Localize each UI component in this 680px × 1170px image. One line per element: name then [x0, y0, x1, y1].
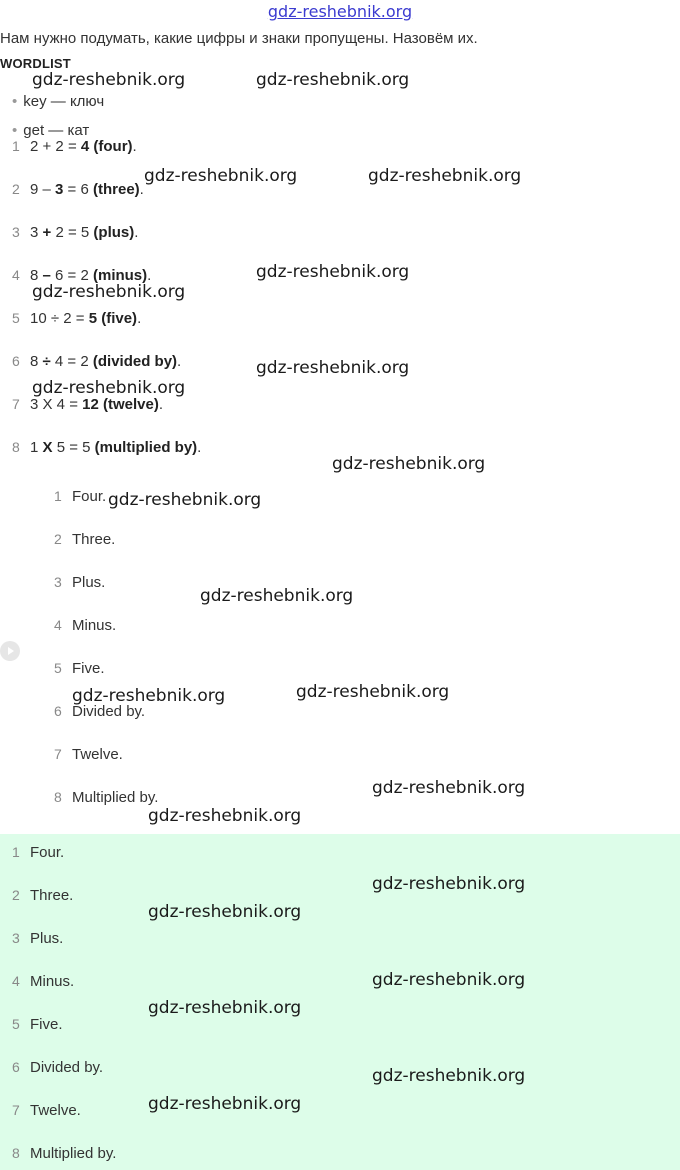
answer-number: 1 [54, 488, 62, 504]
answer-row: 2 Three. [54, 531, 116, 548]
panel-answer-number: 5 [12, 1016, 20, 1032]
equation-row: 2 9 – 3 = 6 (three). [12, 181, 144, 198]
answer-number: 2 [54, 531, 62, 547]
panel-answer-row: 8 Multiplied by. [12, 1145, 117, 1162]
equation-number: 2 [12, 181, 20, 197]
answer-row: 7 Twelve. [54, 746, 123, 763]
panel-answer-row: 6 Divided by. [12, 1059, 104, 1076]
site-header-link[interactable]: gdz-reshebnik.org [267, 2, 413, 21]
bullet-icon: • [12, 93, 18, 110]
wordlist-item: • key — ключ [12, 93, 105, 110]
watermark-text: gdz-reshebnik.org [148, 902, 302, 922]
panel-answer-row: 3 Plus. [12, 930, 64, 947]
watermark-text: gdz-reshebnik.org [332, 454, 486, 474]
intro-text: Нам нужно подумать, какие цифры и знаки пропущены. Назовём их. [0, 30, 478, 47]
watermark-text: gdz-reshebnik.org [108, 490, 262, 510]
panel-answer-row: 2 Three. [12, 887, 74, 904]
watermark-text: gdz-reshebnik.org [372, 874, 526, 894]
panel-answer-number: 3 [12, 930, 20, 946]
equation-number: 8 [12, 439, 20, 455]
watermark-text: gdz-reshebnik.org [148, 1094, 302, 1114]
panel-answer-number: 7 [12, 1102, 20, 1118]
watermark-text: gdz-reshebnik.org [372, 778, 526, 798]
panel-answer-row: 1 Four. [12, 844, 65, 861]
watermark-text: gdz-reshebnik.org [72, 686, 226, 706]
answer-number: 8 [54, 789, 62, 805]
panel-answer-row: 4 Minus. [12, 973, 75, 990]
watermark-text: gdz-reshebnik.org [368, 166, 522, 186]
watermark-text: gdz-reshebnik.org [144, 166, 298, 186]
watermark-text: gdz-reshebnik.org [32, 282, 186, 302]
wordlist-title: WORDLIST [0, 56, 71, 71]
answer-row: 1 Four. [54, 488, 107, 505]
watermark-text: gdz-reshebnik.org [296, 682, 450, 702]
equation-number: 4 [12, 267, 20, 283]
watermark-text: gdz-reshebnik.org [148, 998, 302, 1018]
answer-row: 4 Minus. [54, 617, 117, 634]
watermark-text: gdz-reshebnik.org [148, 806, 302, 826]
equation-row: 4 8 – 6 = 2 (minus). [12, 267, 152, 284]
equation-number: 7 [12, 396, 20, 412]
answer-number: 7 [54, 746, 62, 762]
panel-answer-number: 6 [12, 1059, 20, 1075]
watermark-text: gdz-reshebnik.org [32, 70, 186, 90]
answer-number: 6 [54, 703, 62, 719]
equation-number: 5 [12, 310, 20, 326]
equation-row: 1 2 + 2 = 4 (four). [12, 138, 137, 155]
answer-number: 4 [54, 617, 62, 633]
answer-row: 3 Plus. [54, 574, 106, 591]
watermark-text: gdz-reshebnik.org [200, 586, 354, 606]
answer-number: 3 [54, 574, 62, 590]
equation-row: 7 3 X 4 = 12 (twelve). [12, 396, 163, 413]
equation-number: 1 [12, 138, 20, 154]
answer-number: 5 [54, 660, 62, 676]
watermark-text: gdz-reshebnik.org [372, 1066, 526, 1086]
watermark-text: gdz-reshebnik.org [32, 378, 186, 398]
answer-panel [0, 834, 680, 1170]
panel-answer-number: 8 [12, 1145, 20, 1161]
panel-answer-number: 2 [12, 887, 20, 903]
answer-row: 8 Multiplied by. [54, 789, 159, 806]
panel-answer-number: 1 [12, 844, 20, 860]
watermark-text: gdz-reshebnik.org [256, 70, 410, 90]
play-icon[interactable] [0, 641, 20, 661]
panel-answer-row: 7 Twelve. [12, 1102, 81, 1119]
watermark-text: gdz-reshebnik.org [256, 262, 410, 282]
equation-row: 3 3 + 2 = 5 (plus). [12, 224, 139, 241]
bullet-icon: • [12, 122, 18, 139]
equation-number: 6 [12, 353, 20, 369]
equation-row: 5 10 ÷ 2 = 5 (five). [12, 310, 142, 327]
equation-number: 3 [12, 224, 20, 240]
answer-row: 6 Divided by. [54, 703, 146, 720]
equation-row: 6 8 ÷ 4 = 2 (divided by). [12, 353, 182, 370]
equation-row: 8 1 X 5 = 5 (multiplied by). [12, 439, 202, 456]
answer-row: 5 Five. [54, 660, 105, 677]
panel-answer-number: 4 [12, 973, 20, 989]
watermark-text: gdz-reshebnik.org [372, 970, 526, 990]
panel-answer-row: 5 Five. [12, 1016, 63, 1033]
watermark-text: gdz-reshebnik.org [256, 358, 410, 378]
wordlist-item: • get — кат [12, 122, 90, 139]
